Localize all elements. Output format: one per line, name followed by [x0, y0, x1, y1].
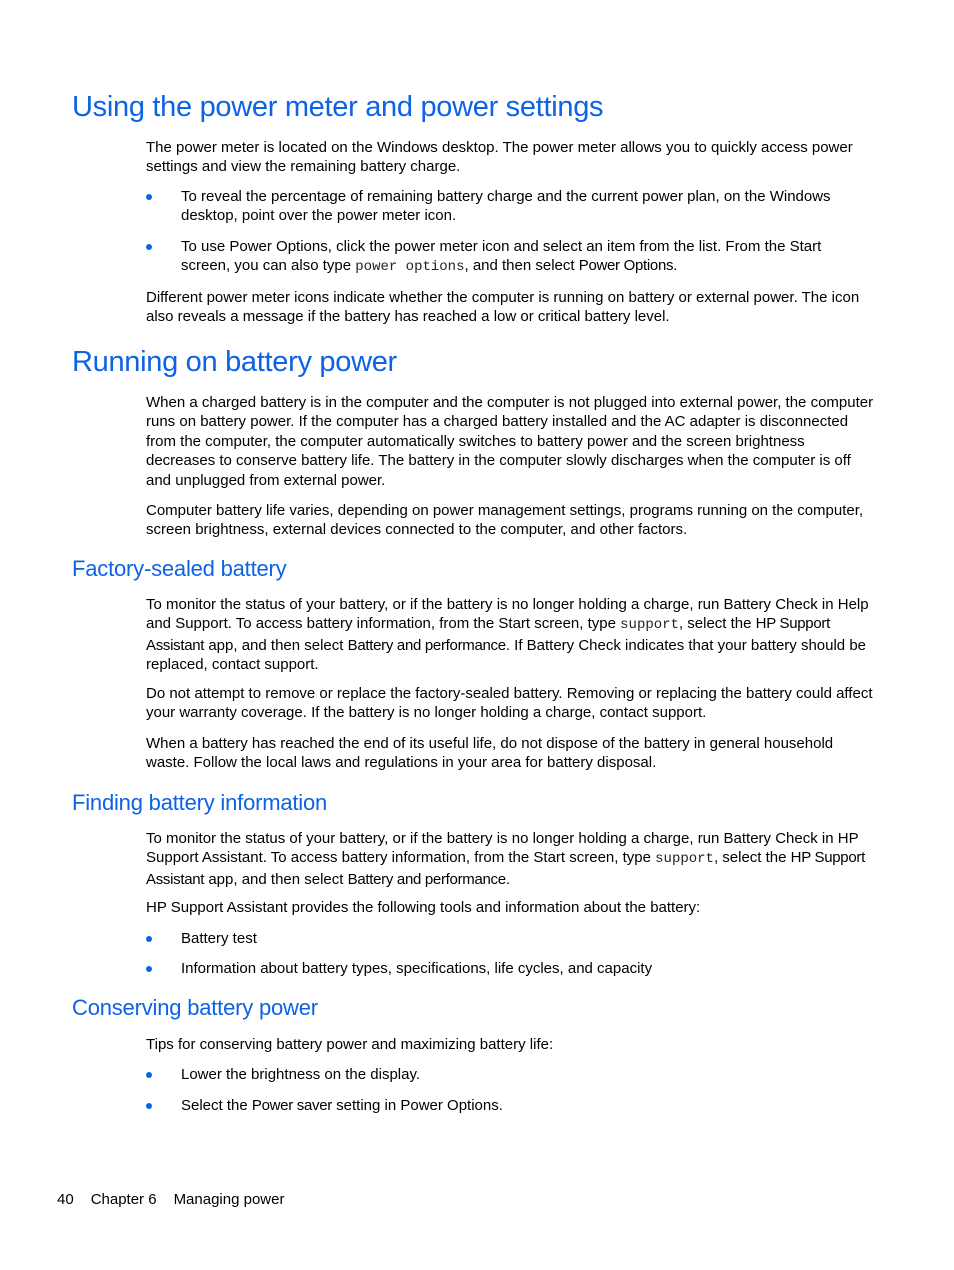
code-text: support	[620, 617, 679, 634]
bullet-icon	[146, 936, 152, 942]
paragraph-factory-sealed-3: When a battery has reached the end of its useful life, do not dispose of the battery in general household waste. Follow the local laws and regulations in your area for battery disposal.	[146, 735, 834, 772]
list-item-text	[181, 237, 874, 278]
page-footer	[57, 1191, 284, 1208]
list-item-text: Battery test	[181, 930, 257, 947]
chapter-title: Managing power	[173, 1191, 285, 1208]
ui-term: Battery and performance	[347, 870, 506, 888]
bullet-icon	[146, 244, 152, 250]
list-item-text	[181, 1096, 874, 1115]
text-run: , select the	[678, 615, 756, 633]
heading-factory-sealed: Factory-sealed battery	[72, 556, 287, 581]
text-run: To monitor the status of your battery, or if the battery is no longer holding a charge, run Battery Check in Help and Support. To access battery information, from the Start screen, type	[146, 596, 869, 633]
text-run: .	[673, 257, 678, 275]
heading-finding-info: Finding battery information	[72, 790, 328, 815]
paragraph-finding-info-1	[146, 829, 874, 889]
heading-power-meter: Using the power meter and power settings	[72, 91, 604, 123]
paragraph-battery-power-1: When a charged battery is in the computer and the computer is not plugged into external power, the computer runs on battery power. If the computer has a charged battery installed and the AC adapter is disconnected from the computer, the computer automatically switches to battery power and the screen brightness decreases to conserve battery life. The battery in the computer slowly discharges when the computer is off and unplugged from external power.	[146, 394, 874, 489]
text-run: To use Power Options, click the power meter icon and select an item from the list. From the Start screen, you can also type	[181, 238, 822, 275]
list-item-text: Information about battery types, specifications, life cycles, and capacity	[181, 960, 653, 977]
text-run: setting in Power Options.	[331, 1097, 503, 1114]
text-run: . If Battery Check indicates that your battery should be replaced, contact support.	[146, 636, 867, 674]
code-text: support	[655, 851, 714, 868]
text-run: To monitor the status of your battery, or if the battery is no longer holding a charge, run Battery Check in HP Support Assistant. To access battery information, from the Start screen, type	[146, 830, 859, 867]
text-run: .	[505, 870, 510, 888]
text-run: , and then select	[464, 257, 579, 275]
text-run: , select the	[713, 849, 791, 867]
paragraph-power-meter-outro: Different power meter icons indicate whether the computer is running on battery or external power. The icon also reveals a message if the battery has reached a low or critical battery level.	[146, 289, 860, 326]
text-run: app, and then select	[204, 636, 348, 654]
bullet-icon	[146, 966, 152, 972]
bullet-icon	[146, 194, 152, 200]
heading-conserving: Conserving battery power	[72, 995, 318, 1020]
heading-battery-power: Running on battery power	[72, 346, 397, 378]
text-run: app, and then select	[204, 870, 348, 888]
page-number: 40	[57, 1191, 74, 1208]
paragraph-factory-sealed-2: Do not attempt to remove or replace the factory-sealed battery. Removing or replacing the battery could affect your warranty coverage. If the battery is no longer holding a charge, contact support.	[146, 685, 873, 722]
list-item-text: Lower the brightness on the display.	[181, 1066, 421, 1083]
paragraph-conserving-intro: Tips for conserving battery power and maximizing battery life:	[146, 1036, 554, 1053]
paragraph-battery-power-2: Computer battery life varies, depending on power management settings, programs running on the computer, screen brightness, external devices connected to the computer, and other factors.	[146, 502, 864, 539]
code-text: power options	[355, 259, 465, 276]
ui-term: HP Support Assistant	[146, 615, 830, 654]
ui-term: Battery and performance	[347, 636, 506, 654]
paragraph-power-meter-intro: The power meter is located on the Windows desktop. The power meter allows you to quickly access power settings and view the remaining battery charge.	[146, 139, 853, 176]
ui-term: HP Support Assistant	[146, 849, 865, 888]
paragraph-finding-info-2: HP Support Assistant provides the following tools and information about the battery:	[146, 899, 701, 916]
text-run: Select the	[181, 1097, 252, 1114]
bullet-icon	[146, 1072, 152, 1078]
list-item-text: To reveal the percentage of remaining battery charge and the current power plan, on the Windows desktop, point over the power meter icon.	[181, 188, 831, 225]
ui-term: Power saver	[251, 1097, 332, 1114]
ui-term: Power Options	[578, 257, 674, 275]
bullet-icon	[146, 1103, 152, 1109]
chapter-label: Chapter 6	[90, 1191, 157, 1208]
paragraph-factory-sealed-1	[146, 595, 874, 675]
